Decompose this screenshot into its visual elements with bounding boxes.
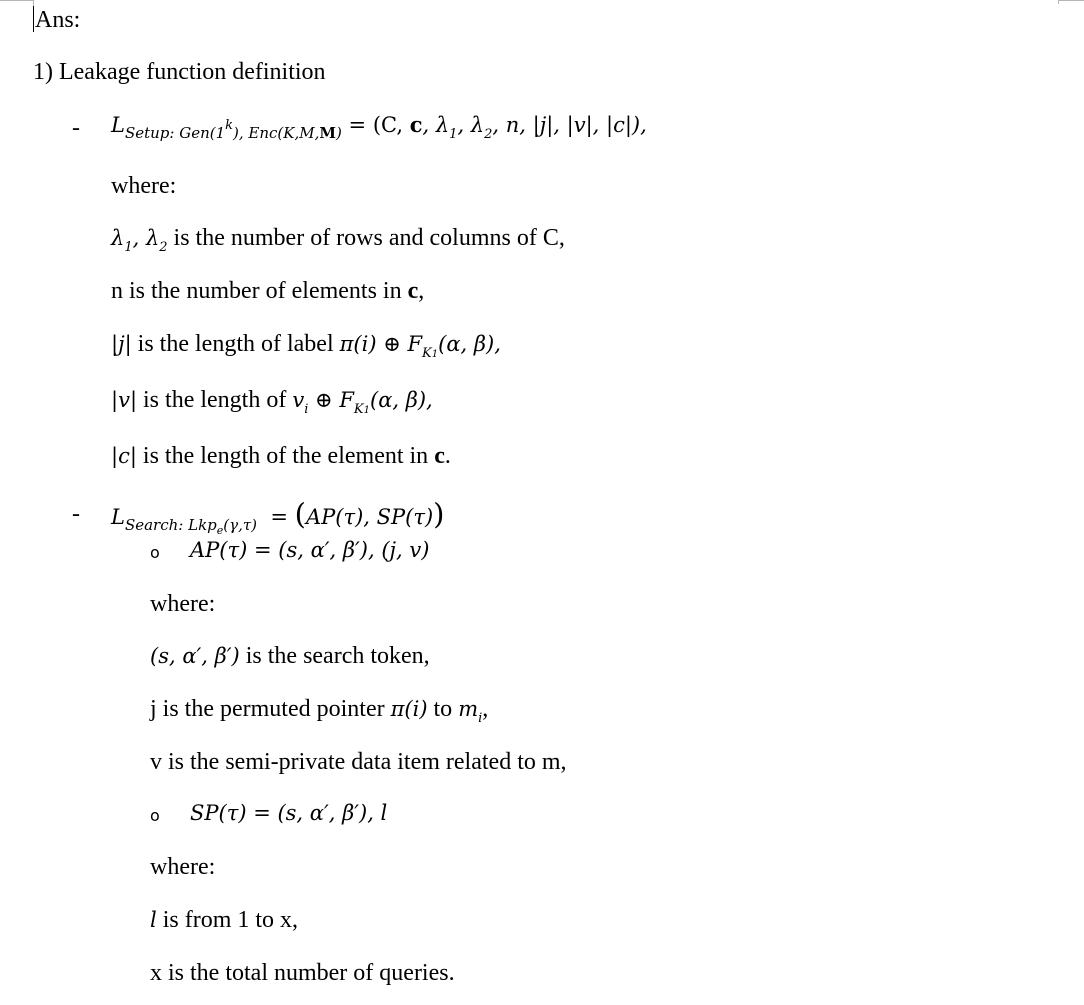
- ap-line-token: (s, α′, β′) is the search token,: [150, 643, 430, 669]
- setup-leakage-equation: $L_{Setup: Gen(1k), Enc(K,M,M)} = (C$, c, $\lambda_1$, $\lambda_2$, n, |j|, |v|, |c|),: [111, 112, 647, 142]
- ap-where: where:: [150, 591, 216, 617]
- heading: Ans:: [35, 7, 81, 33]
- ap-line-item: v is the semi-private data item related to m,: [150, 749, 567, 775]
- bullet-dash-search: -: [72, 501, 80, 527]
- section-title: 1) Leakage function definition: [33, 59, 326, 85]
- setup-where: where:: [111, 173, 177, 199]
- search-leakage-equation: $L_{Search: Lkp_e(\gamma,\tau)} = (AP(\tau)$, SP(τ)): [111, 497, 445, 537]
- sp-where: where:: [150, 854, 216, 880]
- setup-line-j: |j| is the length of label π(i) ⊕ $F_{K1}(\alpha$, β),: [111, 331, 501, 361]
- setup-subscript: Setup: Gen(1k), Enc(K,M,M): [124, 118, 342, 142]
- page-corner-mark-right-vertical: [1058, 0, 1059, 4]
- page-corner-mark-left: [0, 0, 34, 1]
- setup-line-lambda: $\lambda_1$, $\lambda_2$ is the number of rows and columns of C,: [111, 225, 565, 255]
- search-subscript: Search: Lkpe(γ,τ): [124, 516, 258, 537]
- sp-line-l: l is from 1 to x,: [150, 907, 299, 933]
- ap-expression: AP(τ) = (s, α′, β′), (j, v): [190, 538, 430, 562]
- setup-line-n: n is the number of elements in c,: [111, 278, 425, 304]
- bullet-dash-setup: -: [72, 115, 80, 141]
- text-cursor[interactable]: [33, 6, 34, 32]
- bullet-circle-ap: o: [150, 543, 160, 562]
- sp-expression: SP(τ) = (s, α′, β′), l: [190, 801, 388, 825]
- page-corner-mark-right: [1058, 0, 1084, 1]
- bullet-circle-sp: o: [150, 806, 160, 825]
- setup-line-v: |v| is the length of $v_i$ ⊕ $F_{K1}(\alpha$, β),: [111, 387, 433, 417]
- setup-line-c: |c| is the length of the element in c.: [111, 443, 451, 469]
- sp-line-x: x is the total number of queries.: [150, 960, 455, 986]
- ap-line-pointer: j is the permuted pointer π(i) to $m_i$,: [150, 696, 489, 726]
- setup-L: L: [111, 113, 125, 137]
